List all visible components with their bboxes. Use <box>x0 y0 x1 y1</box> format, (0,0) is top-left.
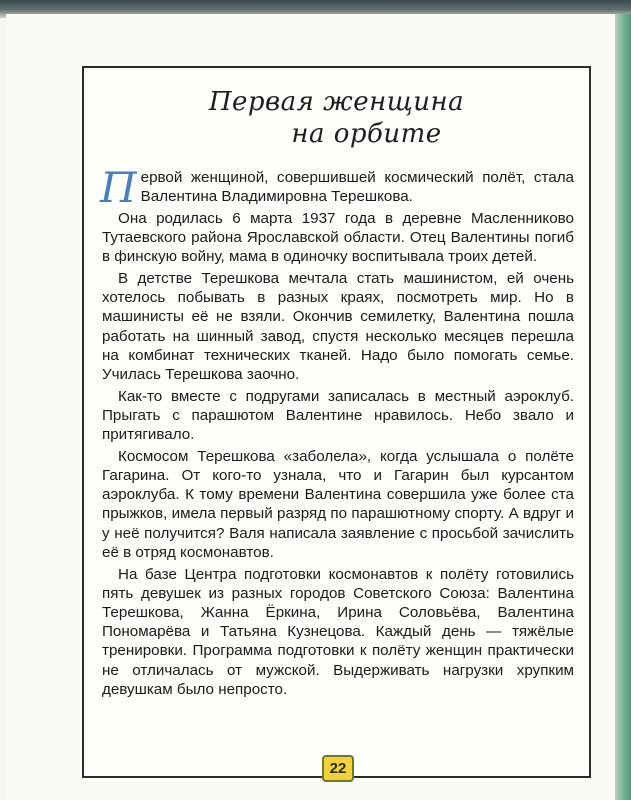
paragraph-1-text: ервой женщиной, совершившей космический полёт, стала Валентина Владимировна Терешкова. <box>140 169 574 206</box>
page-side-band <box>615 14 631 800</box>
book-page <box>6 14 615 800</box>
paragraph-6: На базе Центра подготовки космонавтов к полёту готовились пять девушек из разных городов Советского Союза: Валентина Терешкова, Жанна Ёркина, Ирина Соловьёва, Валентина Пономарёва и Татьяна Кузнецова. Каждый день — тяжёлые тренировки. Программа подготовки к полёту женщин практически не отличалась от мужской. Выдерживать нагрузки хрупким девушкам было непросто. <box>102 565 574 698</box>
text-frame <box>82 66 591 778</box>
paragraph-5: Космосом Терешкова «заболела», когда услышала о полёте Гагарина. От кого-то узнала, что и Гагарин был курсантом аэроклуба. К тому времени Валентина совершила уже более ста прыжков, имела первый разряд по парашютному спорту. А вдруг и у неё получится? Валя написала заявление с просьбой зачислить её в отряд космонавтов. <box>102 447 574 561</box>
chapter-title <box>84 86 589 150</box>
chapter-title-line2: на орбите <box>291 119 442 149</box>
drop-cap: П <box>100 163 137 212</box>
article-body <box>100 163 574 701</box>
paragraph-3: В детстве Терешкова мечтала стать машинистом, ей очень хотелось побывать в разных краях, посмотреть мир. Но в машинисты её не взяли. Окончив семилетку, Валентина пошла работать на шинный завод, спустя несколько месяцев перешла на комбинат технических тканей. Надо было помогать семье. Училась Терешкова заочно. <box>102 270 574 384</box>
chapter-title-line1: Первая женщина <box>208 87 465 117</box>
page-number: 22 <box>322 755 354 782</box>
paragraph-2: Она родилась 6 марта 1937 года в деревне Масленниково Тутаевского района Ярославской области. Отец Валентины погиб в финскую войну, мама в одиночку воспитывала троих детей. <box>102 209 574 266</box>
paragraph-1 <box>100 163 574 212</box>
paragraph-4: Как-то вместе с подругами записалась в местный аэроклуб. Прыгать с парашютом Валентине нравилось. Небо звало и притягивало. <box>102 387 574 444</box>
